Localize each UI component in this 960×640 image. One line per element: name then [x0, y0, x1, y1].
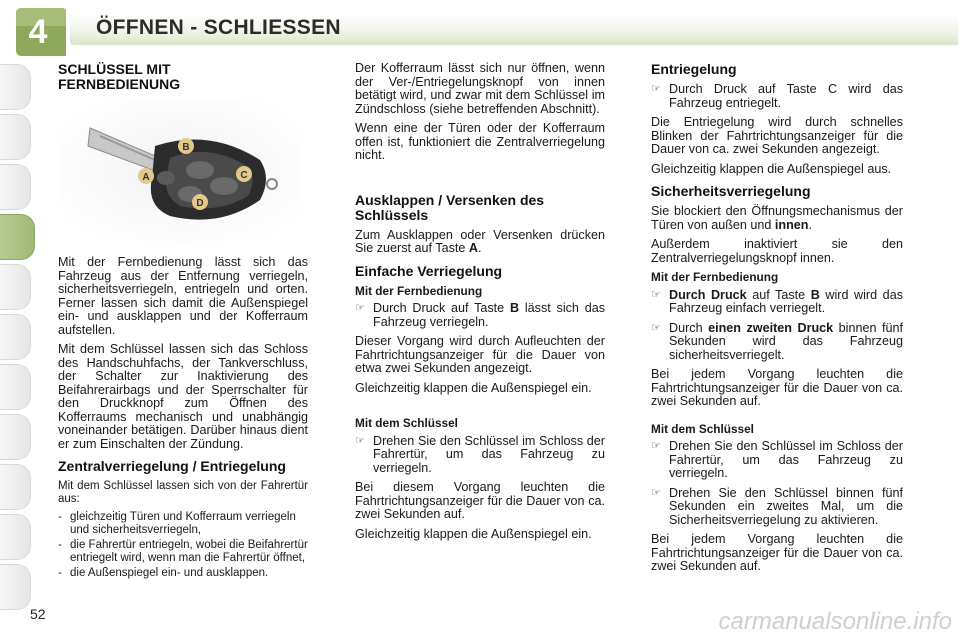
chapter-tab[interactable] [0, 464, 31, 510]
section-heading: Ausklappen / Versenken des Schlüssels [355, 191, 545, 223]
paragraph: Bei diesem Vorgang leuchten die Fahrtrichtungsanzeiger für die Dauer von ca. zwei Sekunden auf. [355, 480, 605, 521]
pointing-hand-icon: ☞ [651, 486, 661, 499]
remote-key-image [60, 98, 302, 242]
sub-heading: Mit der Fernbedienung [355, 283, 483, 298]
paragraph: Der Kofferraum lässt sich nur öffnen, wenn der Ver-/Entriegelungsknopf von innen betätigt wird, und zwar mit dem Schlüssel im Zündschloss (siehe betreffenden Abschnitt). [355, 61, 605, 116]
list-item: ☞ Durch einen zweiten Druck binnen fünf Sekunden wird das Fahrzeug sicherheitsverriegelt. [651, 320, 903, 362]
list-item: - die Fahrertür entriegeln, wobei die Beifahrertür entriegelt wird, wenn man die Fahrertür öffnet, [58, 539, 308, 564]
chapter-tab[interactable] [0, 164, 31, 210]
page-title: ÖFFNEN - SCHLIESSEN [96, 16, 341, 39]
chapter-tab-active[interactable] [0, 214, 35, 260]
paragraph: Bei jedem Vorgang leuchten die Fahrtrichtungsanzeiger für die Dauer von ca. zwei Sekunden auf. [651, 367, 903, 408]
chapter-tabs [0, 0, 46, 640]
column-3 [651, 62, 903, 580]
pointing-hand-icon: ☞ [355, 302, 365, 314]
chapter-tab[interactable] [0, 64, 31, 110]
paragraph: Gleichzeitig klappen die Außenspiegel ein. [355, 380, 592, 395]
watermark: carmanualsonline.info [718, 608, 952, 635]
list-item: ☞ Drehen Sie den Schlüssel binnen fünf Sekunden ein zweites Mal, um die Sicherheitsverriegelung zu aktivieren. [651, 485, 903, 527]
pointing-hand-icon: ☞ [651, 288, 661, 301]
list-item: - die Außenspiegel ein- und ausklappen. [58, 567, 269, 579]
pointing-hand-icon: ☞ [651, 321, 661, 334]
sub-heading: Mit dem Schlüssel [651, 421, 754, 436]
chapter-tab[interactable] [0, 514, 31, 560]
list-item: - gleichzeitig Türen und Kofferraum verriegeln und sicherheitsverriegeln, [58, 511, 296, 536]
paragraph: Die Entriegelung wird durch schnelles Blinken der Fahrtrichtungsanzeiger für die Dauer von ca. zwei Sekunden angezeigt. [651, 115, 903, 156]
sub-heading: Mit der Fernbedienung [651, 270, 779, 284]
pointing-hand-icon: ☞ [651, 440, 661, 452]
list-item: ☞ Drehen Sie den Schlüssel im Schloss der Fahrertür, um das Fahrzeug zu verriegeln. [355, 433, 605, 475]
pointing-hand-icon: ☞ [651, 83, 661, 95]
column-2 [355, 62, 605, 547]
paragraph: Wenn eine der Türen oder der Kofferraum offen ist, funktioniert die Zentralverriegelung nicht. [355, 121, 605, 162]
page-number: 52 [30, 606, 46, 622]
paragraph: Bei jedem Vorgang leuchten die Fahrtrichtungsanzeiger für die Dauer von ca. zwei Sekunden auf. [651, 532, 903, 573]
list-item: ☞ Durch Druck auf Taste C wird das Fahrzeug entriegelt. [651, 82, 903, 110]
list-item: ☞ Drehen Sie den Schlüssel im Schloss der Fahrertür, um das Fahrzeug zu verriegeln. [651, 439, 903, 480]
paragraph: Außerdem inaktiviert sie den Zentralverriegelungsknopf innen. [651, 237, 903, 265]
column-1-body [58, 256, 308, 583]
column-1 [58, 62, 308, 98]
section-heading: Sicherheitsverriegelung [651, 183, 811, 199]
paragraph: Mit dem Schlüssel lassen sich das Schloss des Handschuhfachs, der Tankverschluss, der Schalter zur Inaktivierung des Beifahrerairbags und der Sperrschalter für den Druckknopf zum Öffnen des Kofferraums mechanisch und unabhängig voneinander betätigen. Darüber hinaus dient er zum Einschalten der Zündung. [58, 342, 308, 451]
section-heading: Zentralverriegelung / Entriegelung [58, 458, 286, 474]
list-item: ☞ Durch Druck auf Taste B wird wird das Fahrzeug einfach verriegelt. [651, 287, 903, 315]
paragraph: Mit der Fernbedienung lässt sich das Fahrzeug aus der Entfernung verriegeln, sicherheitsverriegeln, entriegeln und orten. Ferner lassen sich damit die Außenspiegel ein- und ausklappen und der Kofferraum aufstellen. [58, 255, 308, 337]
paragraph: Sie blockiert den Öffnungsmechanismus der Türen von außen und innen. [651, 204, 903, 232]
paragraph: Mit dem Schlüssel lassen sich von der Fahrertür aus: [58, 480, 308, 505]
chapter-number: 4 [28, 13, 48, 51]
chapter-tab[interactable] [0, 564, 31, 610]
section-heading-key: SCHLÜSSEL MIT FERNBEDIENUNG [58, 61, 181, 92]
chapter-tab[interactable] [0, 114, 31, 160]
key-label-c: C [240, 170, 248, 181]
paragraph: Gleichzeitig klappen die Außenspiegel ein. [355, 526, 592, 541]
paragraph: Gleichzeitig klappen die Außenspiegel aus. [651, 161, 892, 176]
section-heading: Einfache Verriegelung [355, 262, 503, 279]
key-label-d: D [196, 198, 204, 209]
chapter-tab[interactable] [0, 314, 31, 360]
pointing-hand-icon: ☞ [355, 434, 365, 447]
paragraph: Dieser Vorgang wird durch Aufleuchten der Fahrtrichtungsanzeiger für die Dauer von etwa zwei Sekunden angezeigt. [355, 334, 605, 375]
section-heading: Entriegelung [651, 61, 737, 77]
sub-heading: Mit dem Schlüssel [355, 416, 458, 430]
chapter-badge [14, 6, 68, 58]
paragraph: Zum Ausklappen oder Versenken drücken Sie zuerst auf Taste A. [355, 227, 605, 255]
chapter-tab[interactable] [0, 364, 31, 410]
chapter-tab[interactable] [0, 414, 31, 460]
key-label-b: B [182, 142, 190, 153]
chapter-tab[interactable] [0, 264, 31, 310]
list-item: ☞ Durch Druck auf Taste B lässt sich das Fahrzeug verriegeln. [355, 301, 606, 329]
key-label-a: A [142, 172, 150, 183]
